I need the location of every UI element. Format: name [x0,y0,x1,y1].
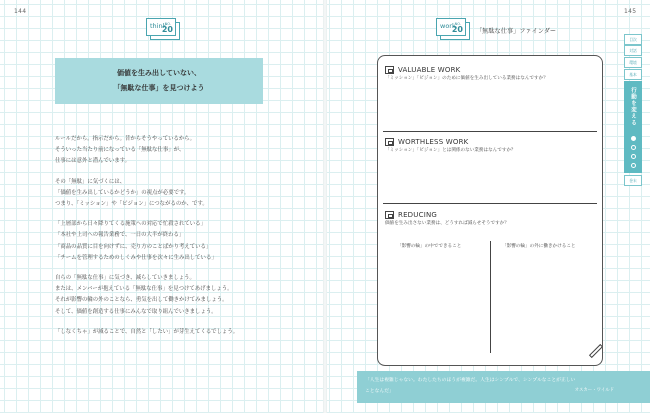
page-number: 144 [14,8,27,15]
title-line-2: 「無駄な仕事」を見つけよう [113,84,205,92]
worthless-section[interactable] [385,138,595,153]
body-text [55,134,295,347]
text-line: つまり、「ミッション」や「ビジョン」につながるのか、です。 [55,201,208,208]
section-question: 「ミッション」「ビジョン」とは関係のない業務はなんですか？ [385,148,516,153]
work-badge [436,18,470,40]
text-line: 「チームを管理するためのしくみや仕事を次々に生み出している」 [55,254,217,261]
text-line: その「無駄」に気づくには、 [55,178,126,185]
badge-number: 20 [161,25,173,34]
tab-change-behavior[interactable] [624,81,642,173]
section-title: WORTHLESS WORK [398,138,469,146]
quote-line-1: 「人生は複雑じゃない。わたしたちのほうが複雑だ。人生はシンプルで、シンプルなことが正しい [365,378,576,383]
paragraph-2 [55,177,295,211]
section-title: VALUABLE WORK [398,66,461,74]
badge-number: 20 [451,25,463,34]
book-gutter [323,0,327,413]
page-number-right: 145 [624,8,637,15]
badge-no-label: NO. [164,22,171,26]
document-icon [385,211,394,219]
text-line: 「本社や上司への報告業務で、一日の大半が終わる」 [55,232,185,239]
text-line: 自らの「無駄な仕事」に気づき、減らしていきましょう。 [55,275,195,282]
quote-author: オスカー・ワイルド [574,388,614,393]
progress-dot [631,145,636,150]
tab-toc[interactable]: 目次 [624,34,642,45]
work-title: 「無駄な仕事」ファインダー [476,28,557,35]
text-line: 「しなくちゃ」が減ることで、自然と「したい」が芽生えてくるでしょう。 [55,328,239,335]
text-line: 「価値を生み出しているかどうか」の視点が必要です。 [55,189,190,196]
text-line: ルールだから。指示だから。昔からそうやっているから。 [55,136,196,142]
progress-dot [631,154,636,159]
worksheet-card [377,55,603,366]
text-line: または、メンバーが抱えている「無駄な仕事」を見つけてあげましょう。 [55,286,233,293]
text-line: 「上層部から日々降りてくる施策への対応で忙殺されている」 [55,221,206,228]
document-icon [385,138,394,146]
badge-word: think [150,22,167,30]
badge-word: work [440,22,456,30]
tab-basics[interactable]: 基本 [624,69,642,80]
title-box [55,58,263,104]
paragraph-1 [55,134,295,168]
text-line: それが影響の輪の外のことなら、勇気を出して働きかけてみましょう。 [55,297,228,304]
paragraph-5 [55,327,295,338]
tab-dialogue[interactable]: 対話 [624,45,642,56]
tab-appendix[interactable]: 巻末 [624,175,642,186]
text-line: 仕事には意外と潜んでいます。 [55,158,131,165]
progress-dot [631,136,636,141]
section-question: 価値を生み出さない業務は、どうすれば減らせそうですか？ [385,221,509,226]
inside-circle-label: 「影響の輪」の中でできること [397,244,462,249]
tab-environment[interactable]: 環境 [624,57,642,68]
section-title: REDUCING [398,211,438,219]
title-line-1: 価値を生み出していない、 [117,69,201,77]
active-tab-label: 行動を変える [630,87,636,126]
quote-line-2: ことなんだ」 [365,389,394,394]
text-line: 「商品の品質に目を向けずに、売り方のことばかり考えている」 [55,243,212,250]
badge-no-label: NO. [454,22,461,26]
text-line: そして、価値を創造する仕事にみんなで取り組んでいきましょう。 [55,308,217,315]
progress-dot [631,163,636,168]
valuable-section[interactable] [385,66,595,81]
divider [383,131,597,132]
divider [383,203,597,204]
document-icon [385,66,394,74]
paragraph-4 [55,273,295,318]
paragraph-3 [55,219,295,264]
quote-band [357,371,650,403]
column-divider [490,241,491,353]
think-badge [146,18,180,40]
outside-circle-label: 「影響の輪」の外に働きかけること [502,244,576,249]
reducing-section[interactable] [385,211,595,226]
text-line: そういった当たり前になっている「無駄な仕事」が、 [55,147,185,154]
section-question: 「ミッション」「ビジョン」のために価値を生み出している業務はなんですか？ [385,76,548,81]
